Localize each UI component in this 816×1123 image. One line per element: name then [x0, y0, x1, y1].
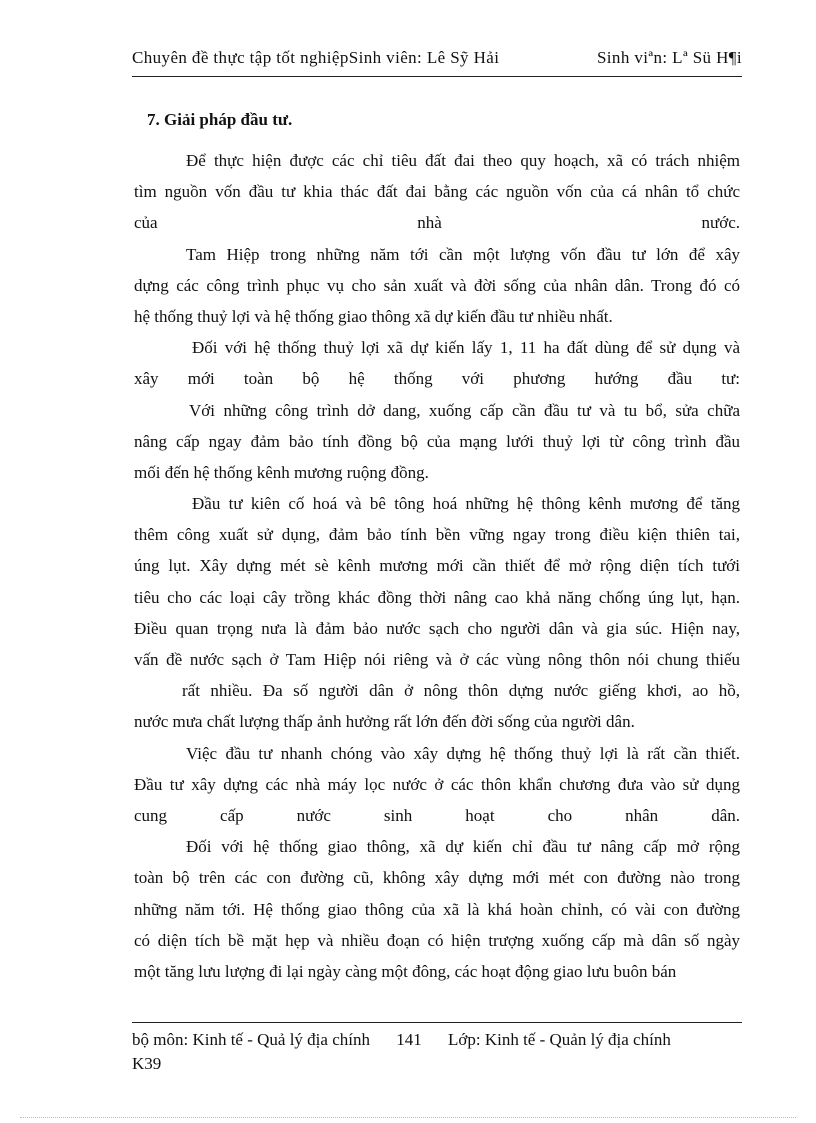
section-heading: 7. Giải pháp đầu tư.	[147, 110, 293, 129]
text-line: rất nhiều. Đa số người dân ở nông thôn dựng nước giếng khơi, ao hồ,	[182, 681, 740, 701]
text-line: của nhà nước.	[134, 213, 740, 233]
text-line: Đối với hệ thống thuỷ lợi xã dự kiến lấy 1, 11 ha đất dùng để sử dụng và	[192, 338, 740, 358]
text-line: hệ thống thuỷ lợi và hệ thống giao thông xã dự kiến đầu tư nhiều nhất.	[134, 306, 613, 326]
text-line: Đối với hệ thống giao thông, xã dự kiến chỉ đầu tư nâng cấp mở rộng	[186, 837, 740, 857]
text-line: Để thực hiện được các chỉ tiêu đất đai theo quy hoạch, xã có trách nhiệm	[186, 151, 740, 170]
text-line: một tăng lưu lượng đi lại ngày càng một đông, các hoạt động giao lưu buôn bán	[134, 961, 677, 981]
header-rule	[132, 76, 742, 77]
text-line: nâng cấp ngay đảm bảo tính đồng bộ của mạng lưới thuỷ lợi từ công trình đầu	[134, 431, 740, 451]
text-line: Với những công trình dở dang, xuống cấp cần đầu tư và tu bổ, sửa chữa	[189, 400, 740, 420]
footer-rule	[132, 1022, 742, 1023]
text-line: Việc đầu tư nhanh chóng vào xây dựng hệ thống thuỷ lợi là rất cần thiết.	[186, 743, 740, 763]
text-line: Đầu tư xây dựng các nhà máy lọc nước ở các thôn khẩn chương đưa vào sử dụng	[134, 774, 740, 794]
footer-right-text: Lớp: Kinh tế - Quản lý địa chính	[447, 1030, 671, 1049]
body-text	[134, 145, 740, 987]
text-line: cung cấp nước sinh hoạt cho nhân dân.	[134, 805, 740, 825]
text-line: úng lụt. Xây dựng mét sè kênh mương mới cần thiết để mở rộng diện tích tưới	[134, 556, 740, 576]
header-left-text: Chuyên đề thực tập tốt nghiệpSinh viên: Lê Sỹ Hải	[132, 48, 500, 67]
text-line: dựng các công trình phục vụ cho sản xuất và đời sống của nhân dân. Trong đó có	[134, 275, 740, 295]
text-line: Điều quan trọng nưa là đảm bảo nước sạch cho người dân và gia súc. Hiện nay,	[134, 618, 740, 638]
text-line: những năm tới. Hệ thống giao thông của xã là khá hoàn chỉnh, có vài con đường	[134, 899, 740, 919]
text-line: Tam Hiệp trong những năm tới cần một lượng vốn đầu tư lớn để xây	[186, 244, 740, 264]
footer-left-text: bộ môn: Kinh tế - Quả lý địa chính	[132, 1030, 370, 1049]
page-bottom-border	[20, 1117, 796, 1118]
text-line: mối đến hệ thống kênh mương ruộng đồng.	[134, 462, 429, 482]
text-line: toàn bộ trên các con đường cũ, không xây dựng mới mét con đường nào trong	[134, 868, 740, 888]
page-footer	[132, 1028, 742, 1076]
footer-continuation: K39	[132, 1054, 162, 1073]
text-line: Đầu tư kiên cố hoá và bê tông hoá những hệ thông kênh mương để tăng	[192, 494, 740, 514]
text-line: tiêu cho các loại cây trồng khác đồng thời nâng cao khả năng chống úng lụt, hạn.	[134, 587, 740, 607]
text-line: có diện tích bề mặt hẹp và nhiều đoạn có hiện trượng xuống cấp mà dân số ngày	[134, 930, 740, 950]
header-right-text: Sinh viªn: Lª Sü H¶i	[596, 48, 742, 67]
text-line: vấn đề nước sạch ở Tam Hiệp nói riêng và ở các vùng nông thôn nói chung thiếu	[134, 650, 740, 669]
text-line: nước mưa chất lượng thấp ảnh hưởng rất lớn đến đời sống của người dân.	[134, 712, 635, 732]
text-line: tìm nguồn vốn đầu tư khia thác đất đai bằng các nguồn vốn của cá nhân tổ chức	[134, 182, 740, 202]
text-line: xây mới toàn bộ hệ thống với phương hướng đầu tư:	[134, 369, 740, 389]
text-line: thêm công xuất sử dụng, đảm bảo tính bền vững ngay trong điều kiện thiên tai,	[134, 525, 740, 545]
page-header	[132, 48, 742, 74]
page-number: 141	[396, 1030, 422, 1049]
